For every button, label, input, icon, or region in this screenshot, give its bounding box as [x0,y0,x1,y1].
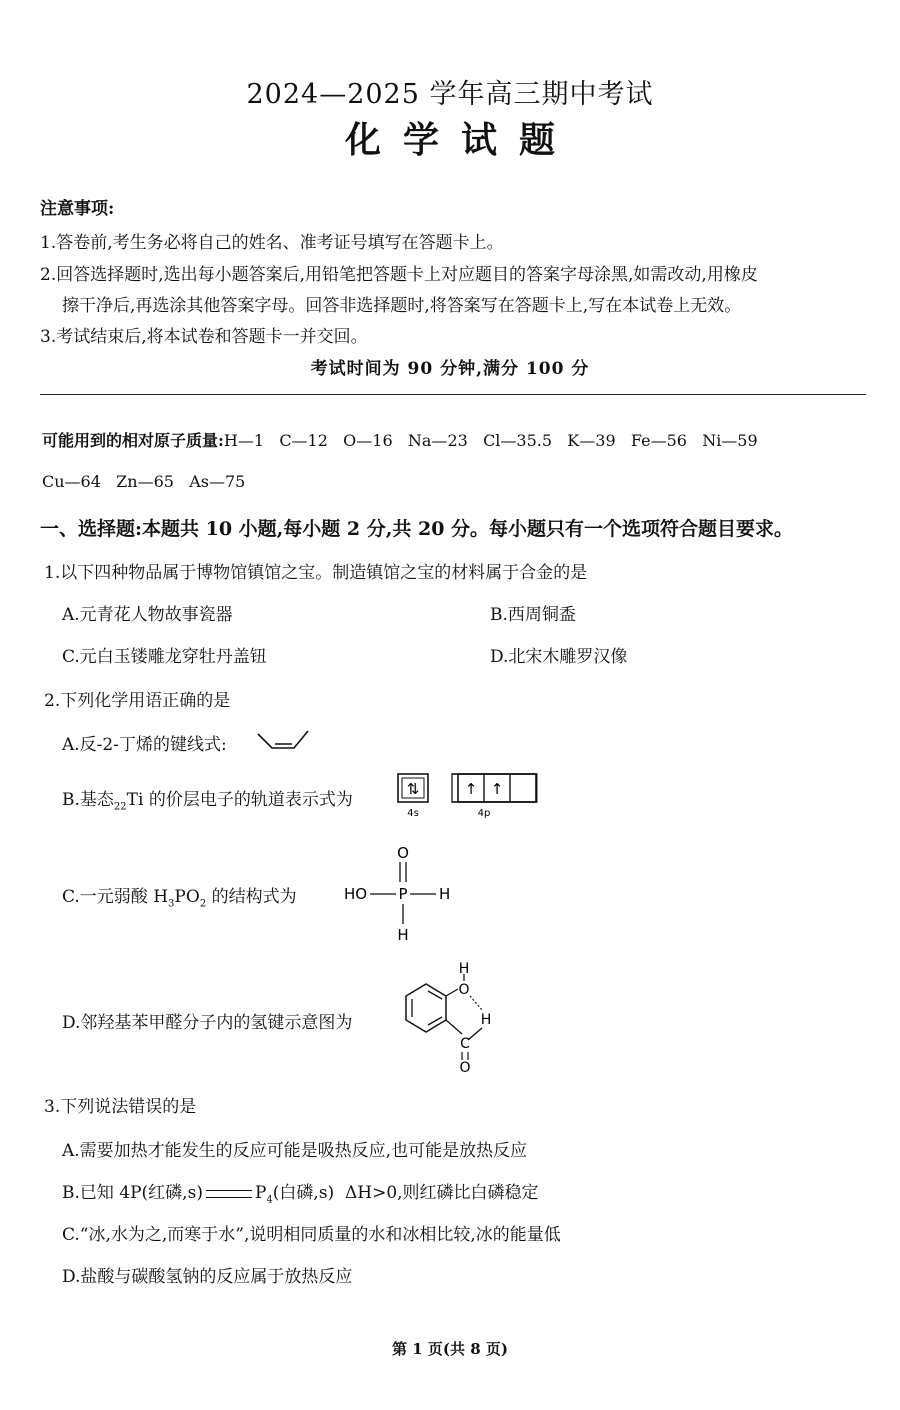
q1-option-b: B.西周铜盉 [490,605,576,625]
q2-stem: 2.下列化学用语正确的是 [44,691,231,711]
q2-b-atomic-number: 22 [113,801,127,813]
q1-option-a: A.元青花人物故事瓷器 [62,605,233,625]
q3-option-b [62,1178,539,1205]
struct-d-h-right: H [480,1012,492,1028]
trans-2-butene-skeletal-icon [256,728,316,754]
atomic-masses-values-1: H—1 C—12 O—16 Na—23 Cl—35.5 K—39 Fe—56 Ni—59 [223,431,758,450]
note-item-1: 1.答卷前,考生务必将自己的姓名、准考证号填写在答题卡上。 [40,233,504,253]
notes-heading: 注意事项: [40,199,115,219]
q2-b-text: Ti 的价层电子的轨道表示式为 [126,790,353,810]
q2-c-text: 的结构式为 [206,887,297,907]
h3po2-structure [342,842,462,946]
q2-c-prefix: C.一元弱酸 H [62,887,169,907]
struct-d-o-top: O [458,982,470,998]
struct-h-bottom: H [397,926,409,944]
q3-option-d: D.盐酸与碳酸氢钠的反应属于放热反应 [62,1267,353,1287]
q2-b-prefix: B.基态 [62,790,114,810]
orbital-4s-label: 4s [407,808,419,819]
q3-b-white-p: P [254,1183,267,1203]
struct-h-right: H [439,885,451,903]
q3-b-prefix: B.已知 4P(红磷,s) [62,1183,203,1203]
q2-option-a: A.反-2-丁烯的键线式: [62,735,227,755]
note-item-2-cont: 擦干净后,再选涂其他答案字母。回答非选择题时,将答案写在答题卡上,写在本试卷上无效。 [62,296,742,316]
atomic-masses-label: 可能用到的相对原子质量: [42,431,224,450]
atomic-masses-line-1 [42,428,758,451]
exam-time: 考试时间为 90 分钟,满分 100 分 [310,359,590,379]
q3-b-text: (白磷,s) ΔH>0,则红磷比白磷稳定 [272,1183,539,1203]
orbital-4p-arrow-2: ↑ [490,780,504,798]
q1-option-c: C.元白玉镂雕龙穿牡丹盖钮 [62,647,267,667]
note-item-3: 3.考试结束后,将本试卷和答题卡一并交回。 [40,327,368,347]
divider [40,394,866,395]
struct-p-center: P [398,885,408,903]
struct-d-h-top: H [458,961,470,977]
q3-stem: 3.下列说法错误的是 [44,1097,197,1117]
q2-option-b [62,785,353,812]
q2-c-formula: PO [174,887,200,907]
equals-arrow-icon [206,1190,252,1198]
q2-option-c [62,882,297,909]
q1-stem: 1.以下四种物品属于博物馆镇馆之宝。制造镇馆之宝的材料属于合金的是 [44,563,588,583]
note-item-2: 2.回答选择题时,选出每小题答案后,用铅笔把答题卡上对应题目的答案字母涂黑,如需改动,用橡皮 [40,265,758,285]
q1-option-d: D.北宋木雕罗汉像 [490,647,628,667]
struct-d-c: C [460,1036,470,1052]
orbital-4p-arrow-1: ↑ [464,780,478,798]
struct-d-o-bottom: O [459,1060,471,1076]
section-title: 一、选择题:本题共 10 小题,每小题 2 分,共 20 分。每小题只有一个选项符合题目要求。 [40,518,794,540]
orbital-4s-arrows: ⇅ [406,780,420,798]
q3-b-sub: 4 [266,1194,273,1206]
atomic-masses-line-2: Cu—64 Zn—65 As—75 [42,472,246,491]
q2-c-sub-1: 3 [168,898,175,910]
orbital-4p-label: 4p [477,808,491,819]
q3-option-c: C.“冰,水为之,而寒于水”,说明相同质量的水和冰相比较,冰的能量低 [62,1225,561,1245]
o-hydroxybenzaldehyde-structure [398,962,508,1078]
exam-title: 2024—2025 学年高三期中考试 [246,79,654,110]
q2-c-sub-2: 2 [199,898,207,910]
exam-subject: 化学试题 [344,119,577,161]
q3-option-a: A.需要加热才能发生的反应可能是吸热反应,也可能是放热反应 [62,1141,528,1161]
q2-option-d: D.邻羟基苯甲醛分子内的氢键示意图为 [62,1013,353,1033]
page-number: 第 1 页(共 8 页) [392,1340,508,1358]
struct-ho-left: HO [344,885,368,903]
struct-o-top: O [397,844,409,862]
orbital-diagram [396,770,538,820]
